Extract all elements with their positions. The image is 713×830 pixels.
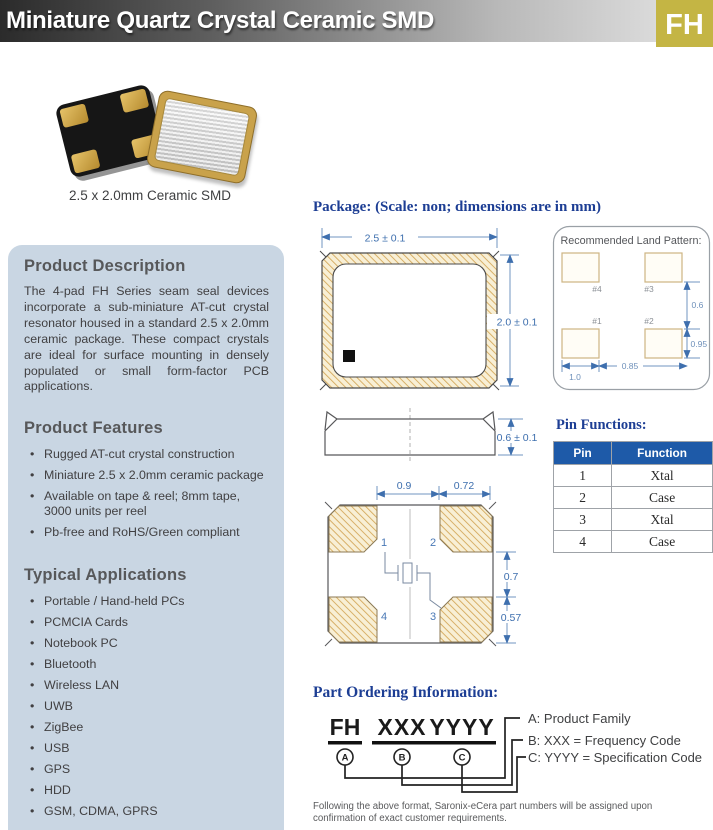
list-item: • GSM, CDMA, GPRS — [30, 804, 269, 819]
list-item: • Rugged AT-cut crystal construction — [30, 447, 269, 462]
pin-number-4: 4 — [380, 611, 388, 623]
dim-upper-label: 0.7 — [503, 571, 519, 583]
list-item: • Pb-free and RoHS/Green compliant — [30, 525, 269, 540]
table-row — [554, 487, 713, 509]
table-header-row — [554, 442, 713, 465]
code-specification: YYYY — [429, 714, 495, 740]
pin-number-3: 3 — [429, 611, 437, 623]
chip-top-view-image — [145, 89, 258, 185]
list-item: • HDD — [30, 783, 269, 798]
dim-thickness-label: 0.6 ± 0.1 — [496, 432, 538, 444]
land-label-4: #4 — [592, 284, 602, 294]
applications-title: Typical Applications — [24, 566, 187, 585]
chip-pad — [119, 88, 149, 113]
cell-function: Case — [612, 487, 713, 509]
dim-height-label: 2.0 ± 0.1 — [496, 316, 538, 329]
land-pad-2 — [645, 329, 682, 358]
pin-functions-title: Pin Functions: — [556, 417, 647, 433]
cell-pin: 2 — [554, 487, 612, 509]
table-row — [554, 465, 713, 487]
crystal-symbol — [385, 552, 441, 608]
table-row — [554, 509, 713, 531]
legend-b: B: XXX = Frequency Code — [528, 733, 681, 748]
dim-bottom-right-label: 0.72 — [453, 480, 475, 492]
land-pad-3 — [645, 253, 682, 282]
land-pattern-diagram — [550, 224, 713, 394]
list-item: • Notebook PC — [30, 636, 269, 651]
description-text: The 4-pad FH Series seam seal devices incorporate a sub-miniature AT-cut crystal resonator housed in a standard 2.5 x 2.0mm ceramic package. These compact crystals are ideal for surface mounting in densely populated or small form-factor PCB applications. — [24, 284, 269, 394]
table-row — [554, 531, 713, 553]
dim-lower-label: 0.57 — [500, 612, 522, 624]
package-top-view-diagram — [310, 222, 548, 400]
features-list — [24, 447, 269, 539]
land-label-2: #2 — [644, 316, 654, 326]
cell-pin: 4 — [554, 531, 612, 553]
land-pattern-title: Recommended Land Pattern: — [560, 235, 702, 247]
pad-2 — [440, 506, 492, 552]
cell-function: Xtal — [612, 509, 713, 531]
cell-function: Xtal — [612, 465, 713, 487]
land-dim-pad-w: 1.0 — [569, 372, 581, 382]
dim-bottom-left-label: 0.9 — [396, 480, 412, 492]
list-item: • Miniature 2.5 x 2.0mm ceramic package — [30, 468, 269, 483]
cell-function: Case — [612, 531, 713, 553]
list-item: • Portable / Hand-held PCs — [30, 594, 269, 609]
cell-pin: 1 — [554, 465, 612, 487]
list-item: • ZigBee — [30, 720, 269, 735]
legend-a: A: Product Family — [528, 711, 631, 726]
pad-3 — [440, 597, 492, 642]
pin-number-1: 1 — [380, 537, 388, 549]
package-bottom-view-diagram — [313, 473, 528, 665]
applications-list — [24, 594, 269, 819]
code-family: FH — [329, 714, 361, 740]
col-header-function: Function — [612, 442, 713, 465]
list-item: • USB — [30, 741, 269, 756]
ordering-footnote — [313, 801, 705, 825]
chip-lid — [154, 97, 251, 176]
chip-pad — [71, 149, 101, 174]
list-item: • Bluetooth — [30, 657, 269, 672]
page-title: Miniature Quartz Crystal Ceramic SMD — [6, 7, 434, 34]
land-label-1: #1 — [592, 316, 602, 326]
circle-a-letter: A — [341, 752, 349, 764]
list-item: • UWB — [30, 699, 269, 714]
pin-functions-table — [553, 441, 713, 553]
list-item: • Wireless LAN — [30, 678, 269, 693]
pad-1 — [329, 506, 377, 552]
pin-number-2: 2 — [429, 537, 437, 549]
circle-c-letter: C — [458, 752, 466, 764]
photo-caption: 2.5 x 2.0mm Ceramic SMD — [68, 188, 232, 203]
description-title: Product Description — [24, 257, 186, 275]
series-logo-badge: FH — [656, 0, 713, 47]
pad-4 — [329, 597, 377, 642]
circle-b-letter: B — [398, 752, 406, 764]
list-item: • PCMCIA Cards — [30, 615, 269, 630]
footnote-line: Following the above format, Saronix-eCera part numbers will be assigned upon — [313, 801, 653, 812]
land-dim-pad-h: 0.95 — [690, 339, 708, 349]
dim-width-label: 2.5 ± 0.1 — [364, 232, 406, 245]
footnote-line: confirmation of exact customer requirements. — [313, 813, 507, 824]
land-dim-gap-h: 0.85 — [621, 361, 639, 371]
features-title: Product Features — [24, 419, 163, 438]
chip-pad — [59, 103, 89, 128]
col-header-pin: Pin — [554, 442, 612, 465]
package-side-view-diagram — [313, 405, 543, 467]
ordering-section-title: Part Ordering Information: — [313, 684, 499, 701]
list-item: • Available on tape & reel; 8mm tape, 3000 units per reel — [30, 489, 269, 518]
legend-c: C: YYYY = Specification Code — [528, 750, 703, 765]
land-dim-gap-v: 0.6 — [691, 300, 704, 310]
land-label-3: #3 — [644, 284, 654, 294]
sidebar — [8, 245, 284, 830]
cell-pin: 3 — [554, 509, 612, 531]
pin1-marker — [343, 350, 355, 362]
land-pad-1 — [562, 329, 599, 358]
code-frequency: XXX — [377, 714, 427, 740]
package-section-title: Package: (Scale: non; dimensions are in mm) — [313, 199, 602, 215]
land-pad-4 — [562, 253, 599, 282]
list-item: • GPS — [30, 762, 269, 777]
header-bar — [0, 0, 713, 42]
